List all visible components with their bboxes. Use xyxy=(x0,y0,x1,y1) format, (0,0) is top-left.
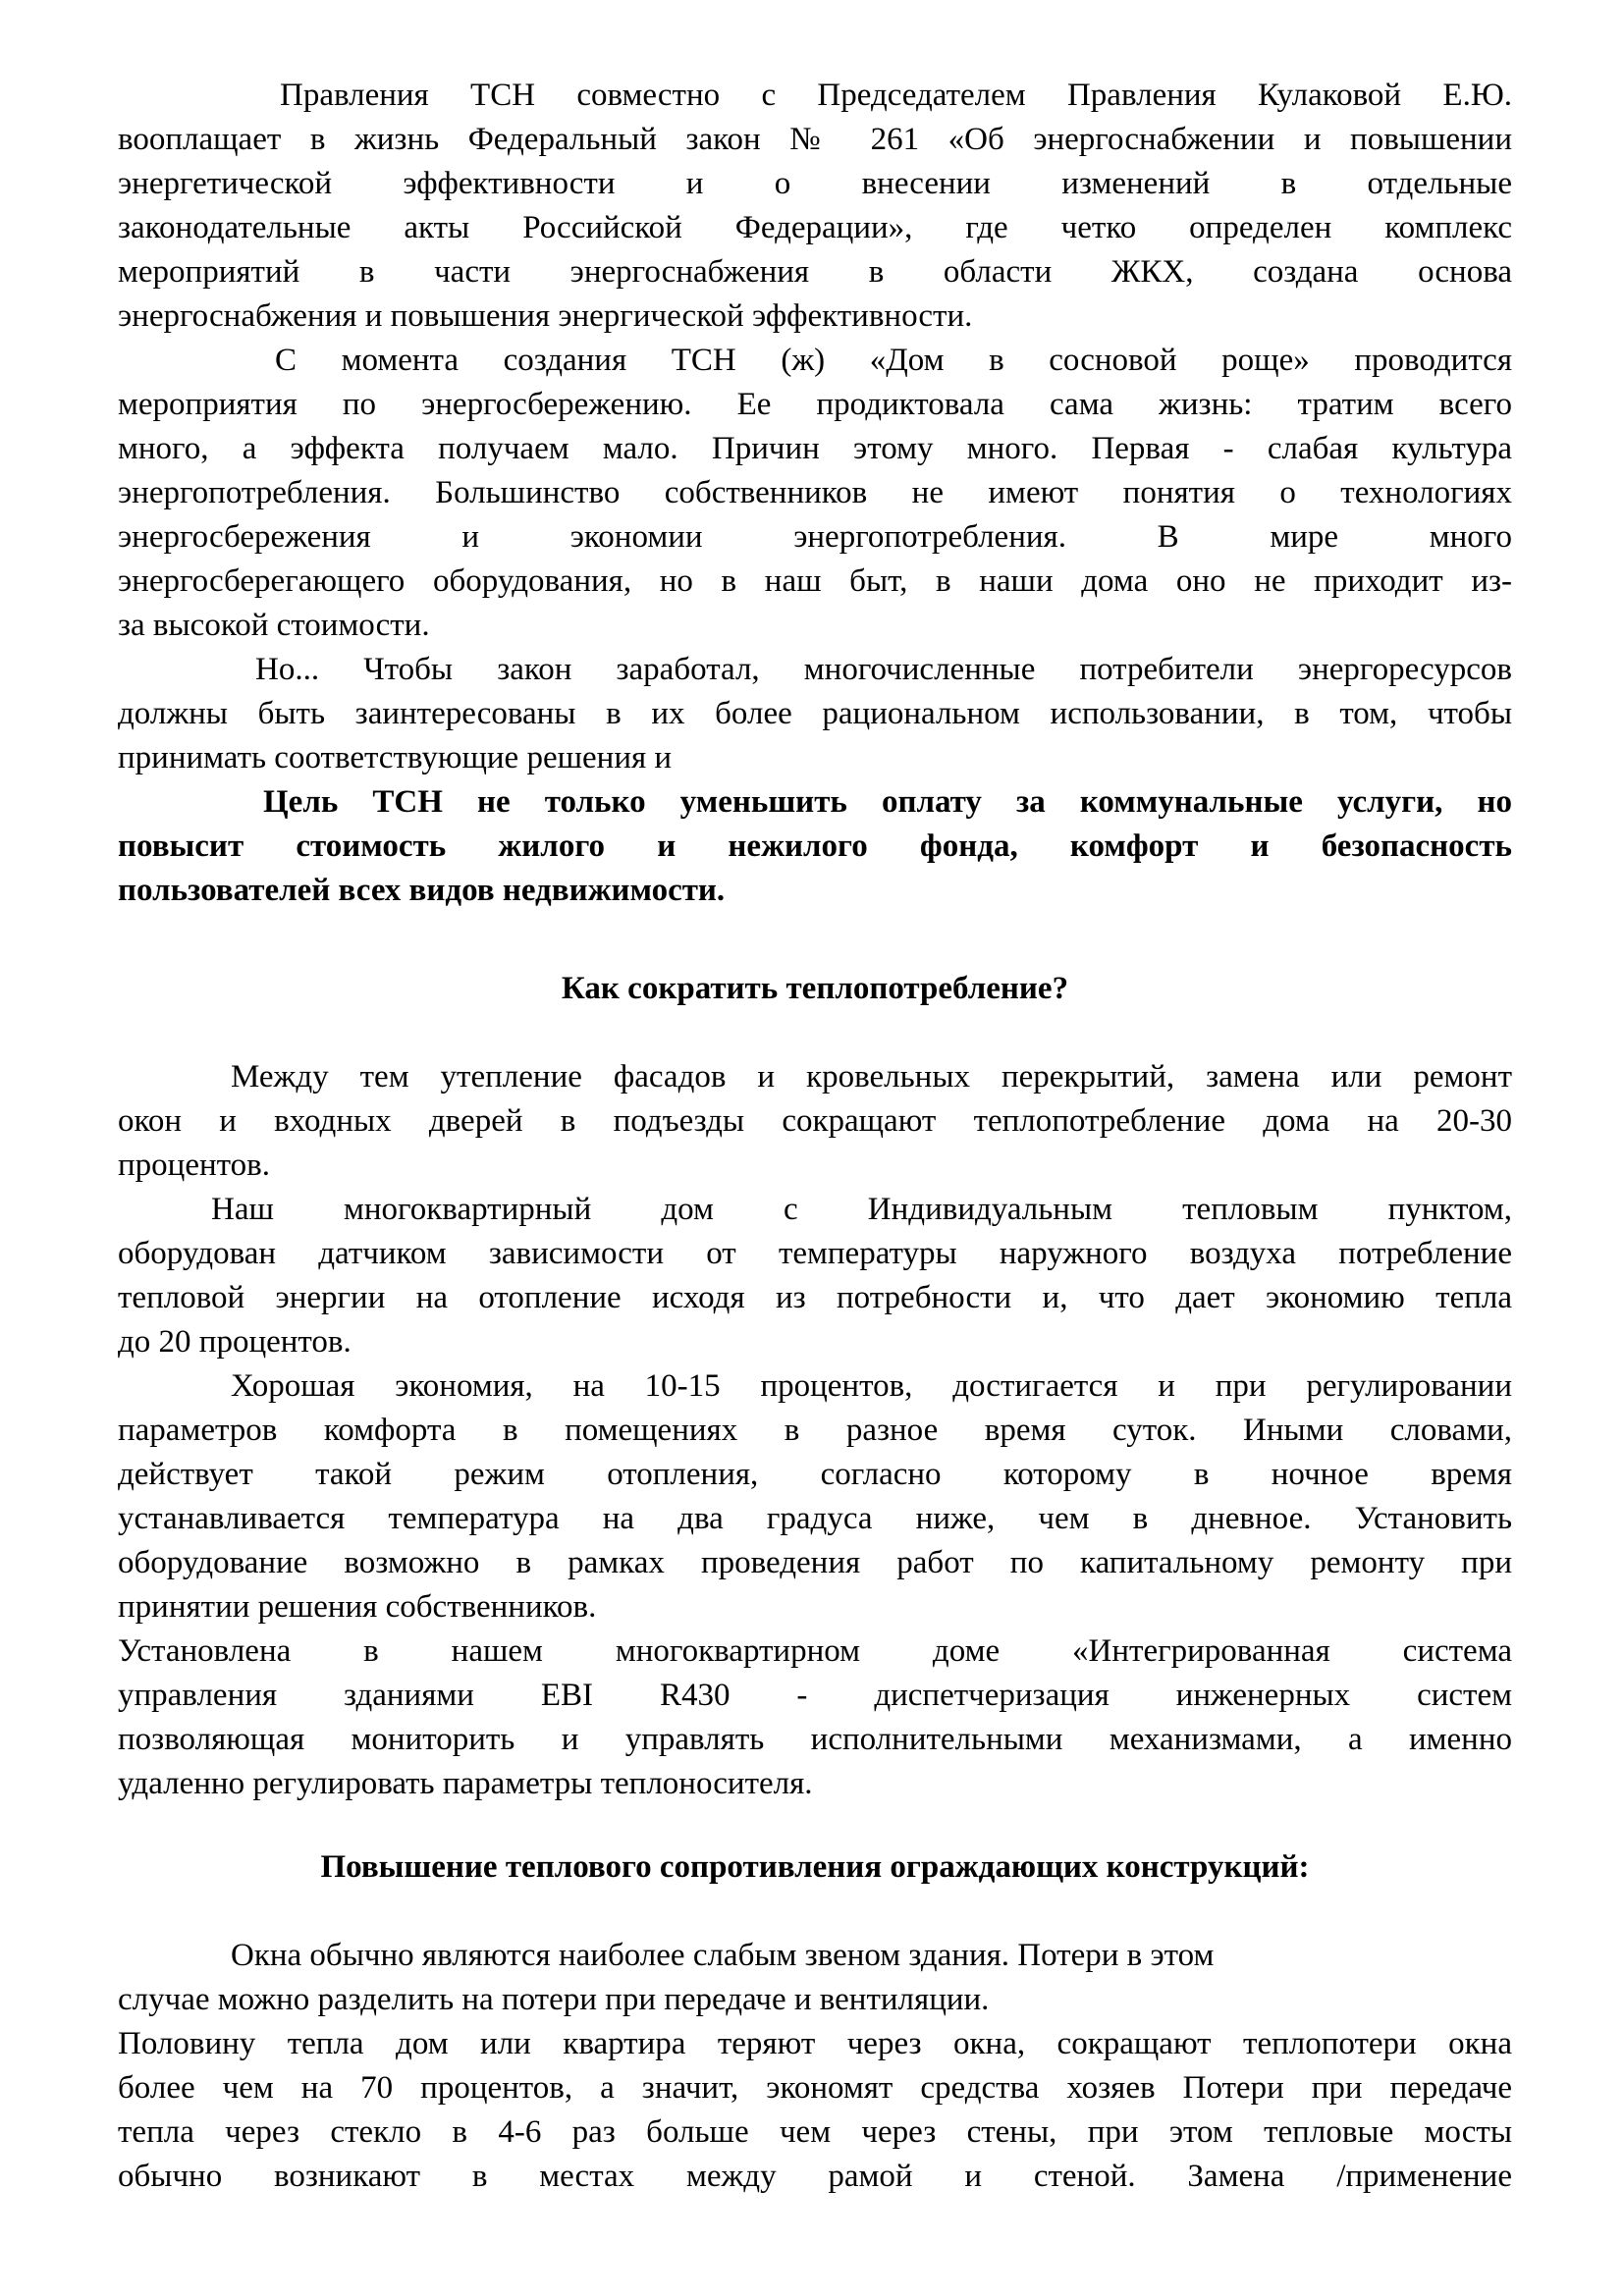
text-line: до 20 процентов. xyxy=(118,1324,352,1360)
text-line: принимать соответствующие решения и xyxy=(118,740,673,775)
text-line: устанавливается температура на два градуса ниже, чем в дневное. Установить xyxy=(118,1501,1512,1536)
text-line: Между тем утепление фасадов и кровельных перекрытий, замена или ремонт xyxy=(231,1059,1512,1095)
text-line: случае можно разделить на потери при передаче и вентиляции. xyxy=(118,1982,990,2017)
text-line: действует такой режим отопления, согласно которому в ночное время xyxy=(118,1457,1512,1492)
text-line: энергоснабжения и повышения энергической эффективности. xyxy=(118,298,973,334)
text-line: оборудование возможно в рамках проведения работ по капитальному ремонту при xyxy=(118,1545,1512,1580)
text-line: управления зданиями EBI R430 - диспетчеризация инженерных систем xyxy=(118,1678,1512,1713)
text-line: тепловой энергии на отопление исходя из потребности и, что дает экономию тепла xyxy=(118,1280,1512,1315)
text-line: мероприятий в части энергоснабжения в области ЖКХ, создана основа xyxy=(118,254,1512,290)
text-line: законодательные акты Российской Федерации», где четко определен комплекс xyxy=(118,210,1512,245)
text-line: вооплащает в жизнь Федеральный закон № 261 «Об энергоснабжении и повышении xyxy=(118,122,1512,157)
text-line: обычно возникают в местах между рамой и стеной. Замена /применение xyxy=(118,2159,1512,2194)
text-line: мероприятия по энергосбережению. Ее продиктовала сама жизнь: тратим всего xyxy=(118,387,1512,422)
text-line: Правления ТСН совместно с Председателем Правления Кулаковой Е.Ю. xyxy=(280,78,1512,113)
text-line: процентов. xyxy=(118,1148,270,1183)
text-line: энергосбережения и экономии энергопотребления. В мире много xyxy=(118,519,1512,555)
text-line: С момента создания ТСН (ж) «Дом в сосновой роще» проводится xyxy=(275,343,1512,378)
text-line: более чем на 70 процентов, а значит, экономят средства хозяев Потери при передаче xyxy=(118,2070,1512,2106)
text-line: позволяющая мониторить и управлять исполнительными механизмами, а именно xyxy=(118,1722,1512,1757)
text-line: тепла через стекло в 4-6 раз больше чем через стены, при этом тепловые мосты xyxy=(118,2114,1512,2150)
text-line: Хорошая экономия, на 10-15 процентов, достигается и при регулировании xyxy=(231,1368,1512,1404)
text-line: Окна обычно являются наиболее слабым звеном здания. Потери в этом xyxy=(231,1938,1215,1973)
text-line: энергетической эффективности и о внесении изменений в отдельные xyxy=(118,166,1512,201)
text-line: за высокой стоимости. xyxy=(118,608,430,643)
text-line: должны быть заинтересованы в их более рациональном использовании, в том, чтобы xyxy=(118,696,1512,731)
text-line: оборудован датчиком зависимости от температуры наружного воздуха потребление xyxy=(118,1236,1512,1271)
text-line: Наш многоквартирный дом с Индивидуальным тепловым пунктом, xyxy=(211,1192,1512,1227)
text-line: Но... Чтобы закон заработал, многочисленные потребители энергоресурсов xyxy=(255,652,1512,687)
text-line: повысит стоимость жилого и нежилого фонда, комфорт и безопасность xyxy=(118,828,1512,864)
text-line: пользователей всех видов недвижимости. xyxy=(118,873,726,908)
text-line: Цель ТСН не только уменьшить оплату за коммунальные услуги, но xyxy=(263,784,1512,820)
text-line: Половину тепла дом или квартира теряют через окна, сокращают теплопотери окна xyxy=(118,2026,1512,2061)
text-line: параметров комфорта в помещениях в разное время суток. Иными словами, xyxy=(118,1413,1512,1448)
section-heading-heat-consumption: Как сократить теплопотребление? xyxy=(561,971,1069,1006)
text-line: энергопотребления. Большинство собственников не имеют понятия о технологиях xyxy=(118,475,1512,510)
text-line: удаленно регулировать параметры теплоносителя. xyxy=(118,1766,813,1801)
text-line: энергосберегающего оборудования, но в наш быт, в наши дома оно не приходит из- xyxy=(118,563,1512,599)
section-heading-thermal-resistance: Повышение теплового сопротивления ограждающих конструкций: xyxy=(320,1849,1310,1885)
text-line: принятии решения собственников. xyxy=(118,1589,597,1625)
text-line: много, а эффекта получаем мало. Причин этому много. Первая - слабая культура xyxy=(118,431,1512,466)
text-line: Установлена в нашем многоквартирном доме «Интегрированная система xyxy=(118,1633,1512,1669)
text-line: окон и входных дверей в подъезды сокращают теплопотребление дома на 20-30 xyxy=(118,1103,1512,1139)
